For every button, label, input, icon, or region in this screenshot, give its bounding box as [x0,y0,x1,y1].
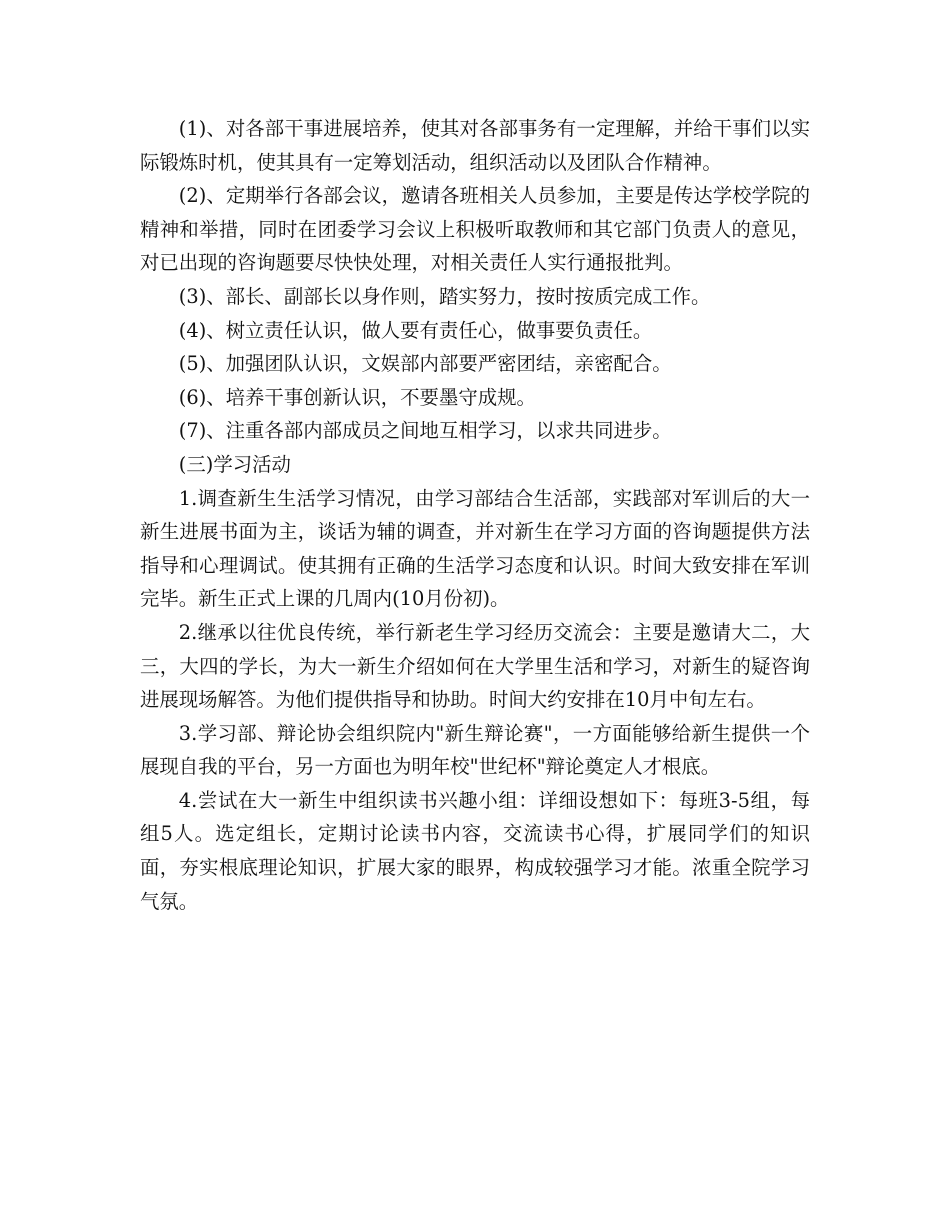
paragraph-9: 2.继承以往优良传统，举行新老生学习经历交流会：主要是邀请大二，大三，大四的学长，为大一新生介绍如何在大学里生活和学习，对新生的疑咨询进展现场解答。为他们提供指导和协助。时间大约安排在10月中旬左右。 [140,620,810,712]
paragraph-2: (2)、定期举行各部会议，邀请各班相关人员参加，主要是传达学校学院的精神和举措，同时在团委学习会议上积极听取教师和其它部门负责人的意见，对已出现的咨询题要尽快快处理，对相关责任人实行通报批判。 [140,184,810,275]
paragraph-7: (7)、注重各部内部成员之间地互相学习，以求共同进步。 [178,419,672,443]
paragraph-3: (3)、部长、副部长以身作则，踏实努力，按时按质完成工作。 [178,284,711,308]
paragraph-10: 3.学习部、辩论协会组织院内"新生辩论赛"，一方面能够给新生提供一个展现自我的平台，另一方面也为明年校"世纪杯"辩论奠定人才根底。 [140,721,810,779]
paragraph-1: (1)、对各部干事进展培养，使其对各部事务有一定理解，并给干事们以实际锻炼时机，使其具有一定筹划活动，组织活动以及团队合作精神。 [140,117,810,174]
section-heading: (三)学习活动 [178,452,291,476]
paragraph-8: 1.调查新生生活学习情况，由学习部结合生活部，实践部对军训后的大一新生进展书面为主，谈话为辅的调查，并对新生在学习方面的咨询题提供方法指导和心理调试。使其拥有正确的生活学习态度和认识。时间大致安排在军训完毕。新生正式上课的几周内(10月份初)。 [140,486,810,611]
paragraph-5: (5)、加强团队认识，文娱部内部要严密团结，亲密配合。 [178,352,672,376]
paragraph-6: (6)、培养干事创新认识，不要墨守成规。 [178,385,536,409]
paragraph-11: 4.尝试在大一新生中组织读书兴趣小组：详细设想如下：每班3-5组，每组5人。选定组长，定期讨论读书内容，交流读书心得，扩展同学们的知识面，夯实根底理论知识，扩展大家的眼界，构成较强学习才能。浓重全院学习气氛。 [140,788,810,913]
paragraph-4: (4)、树立责任认识，做人要有责任心，做事要负责任。 [178,318,653,342]
